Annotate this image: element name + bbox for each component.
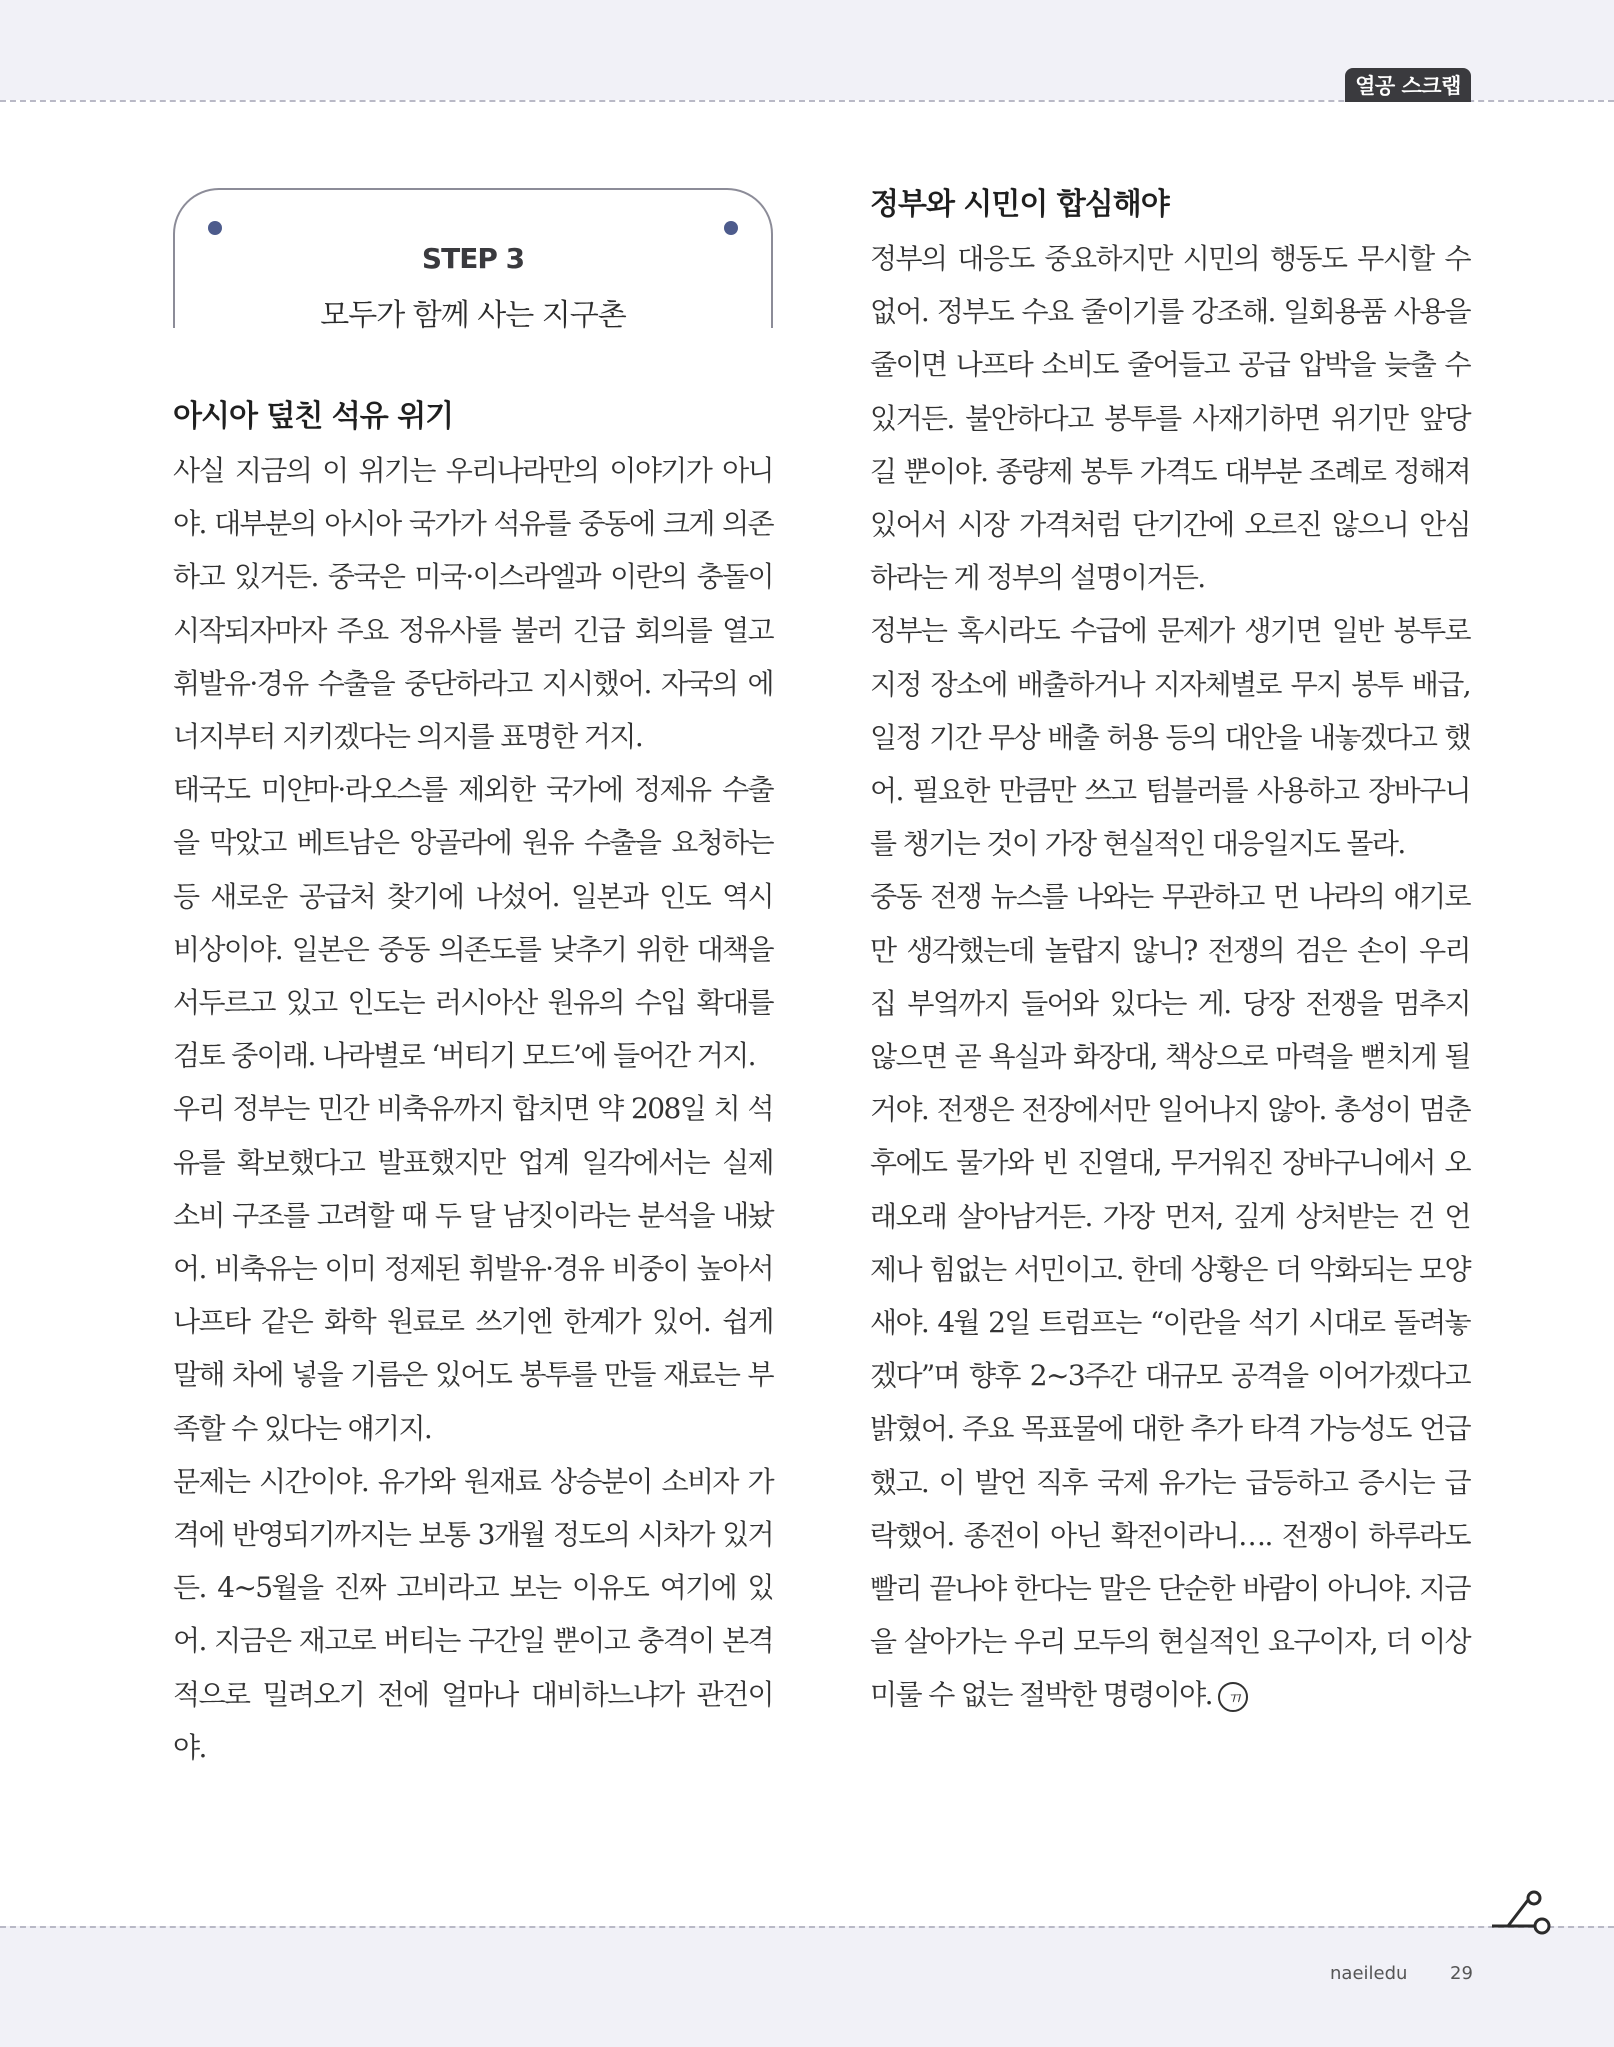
paragraph: 문제는 시간이야. 유가와 원재료 상승분이 소비자 가격에 반영되기까지는 보통 3개월 정도의 시차가 있거든. 4~5월을 진짜 고비라고 보는 이유도 여기에 있어. 지금은 재고로 버티는 구간일 뿐이고 충격이 본격적으로 밀려오기 전에 얼마나 대비하느냐가 관건이야. [173,1464,773,1764]
footer-brand: naeiledu [1330,1963,1408,1984]
page-number: 29 [1450,1963,1473,1984]
step-box [173,188,773,333]
paragraph: 우리 정부는 민간 비축유까지 합치면 약 208일 치 석유를 확보했다고 발표했지만 업계 일각에서는 실제 소비 구조를 고려할 때 두 달 남짓이라는 분석을 내놨어. 비축유는 이미 정제된 휘발유·경유 비중이 높아서 나프타 같은 화학 원료로 쓰기엔 한계가 있어. 쉽게 말해 차에 넣을 기름은 있어도 봉투를 만들 재료는 부족할 수 있다는 얘기지. [173,1092,773,1445]
paragraph: 태국도 미얀마·라오스를 제외한 국가에 정제유 수출을 막았고 베트남은 앙골라에 원유 수출을 요청하는 등 새로운 공급처 찾기에 나섰어. 일본과 인도 역시 비상이야. 일본은 중동 의존도를 낮추기 위한 대책을 서두르고 있고 인도는 러시아산 원유의 수입 확대를 검토 중이래. 나라별로 ‘버티기 모드’에 들어간 거지. [173,773,773,1073]
step-box-dot-right [724,221,738,235]
section-heading: 아시아 덮친 석유 위기 [173,399,454,434]
step-box-dot-left [208,221,222,235]
paragraph: 정부의 대응도 중요하지만 시민의 행동도 무시할 수 없어. 정부도 수요 줄이기를 강조해. 일회용품 사용을 줄이면 나프타 소비도 줄어들고 공급 압박을 늦출 수 있거든. 불안하다고 봉투를 사재기하면 위기만 앞당길 뿐이야. 종량제 봉투 가격도 대부분 조례로 정해져 있어서 시장 가격처럼 단기간에 오르진 않으니 안심하라는 게 정부의 설명이거든. [870,242,1470,595]
paragraph-last [870,870,1470,1721]
paragraph: 사실 지금의 이 위기는 우리나라만의 이야기가 아니야. 대부분의 아시아 국가가 석유를 중동에 크게 의존하고 있거든. 중국은 미국·이스라엘과 이란의 충돌이 시작되자마자 주요 정유사를 불러 긴급 회의를 열고 휘발유·경유 수출을 중단하라고 지시했어. 자국의 에너지부터 지키겠다는 의지를 표명한 거지. [173,454,773,754]
bottom-dashed-divider [0,1926,1614,1928]
paragraph-text: 중동 전쟁 뉴스를 나와는 무관하고 먼 나라의 얘기로만 생각했는데 놀랍지 않니? 전쟁의 검은 손이 우리 집 부엌까지 들어와 있다는 게. 당장 전쟁을 멈추지 않으면 곧 욕실과 화장대, 책상으로 마력을 뻗치게 될 거야. 전쟁은 전장에서만 일어나지 않아. 총성이 멈춘 후에도 물가와 빈 진열대, 무거워진 장바구니에서 오래오래 살아남거든. 가장 먼저, 깊게 상처받는 건 언제나 힘없는 서민이고. 한데 상황은 더 악화되는 모양새야. 4월 2일 트럼프는 “이란을 석기 시대로 돌려놓겠다”며 향후 2~3주간 대규모 공격을 이어가겠다고 밝혔어. 주요 목표물에 대한 추가 타격 가능성도 언급했고. 이 발언 직후 국제 유가는 급등하고 증시는 급락했어. 종전이 아닌 확전이라니…. 전쟁이 하루라도 빨리 끝나야 한다는 말은 단순한 바람이 아니야. 지금을 살아가는 우리 모두의 현실적인 요구이자, 더 이상 미룰 수 없는 절박한 명령이야. [870,880,1470,1712]
scissors-icon [1490,1890,1554,1938]
step-title: 모두가 함께 사는 지구촌 [320,298,626,333]
step-label: STEP 3 [421,242,525,275]
bottom-band [0,1926,1614,2047]
paragraph: 정부는 혹시라도 수급에 문제가 생기면 일반 봉투로 지정 장소에 배출하거나 지자체별로 무지 봉투 배급, 일정 기간 무상 배출 허용 등의 대안을 내놓겠다고 했어. 필요한 만큼만 쓰고 텀블러를 사용하고 장바구니를 챙기는 것이 가장 현실적인 대응일지도 몰라. [870,614,1470,861]
section-heading: 정부와 시민이 합심해야 [870,187,1169,222]
section-tab: 열공 스크랩 [1345,68,1471,102]
end-mark-icon: ㄲ [1218,1682,1248,1712]
right-column [870,178,1470,1722]
left-column [173,390,773,1774]
